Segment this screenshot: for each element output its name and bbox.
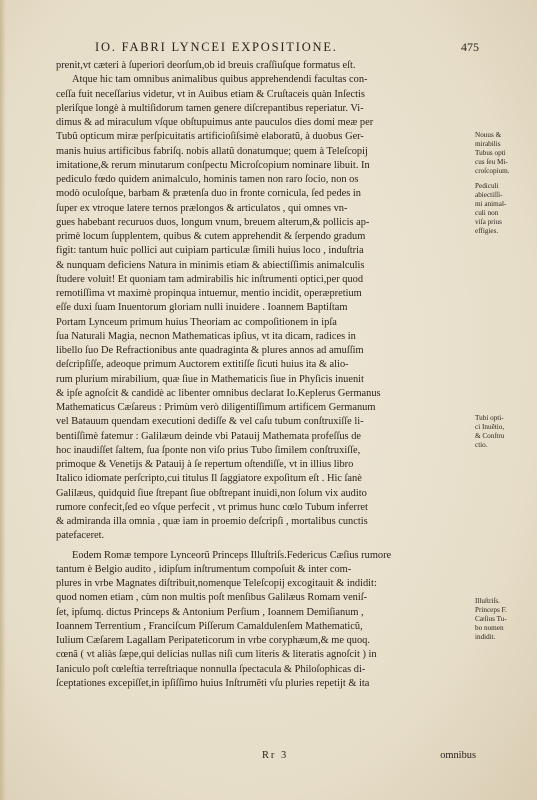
marginal-note-line: cus ſeu Mi- — [475, 158, 508, 166]
marginal-note-line: mi animal- — [475, 200, 507, 208]
marginal-note-line: & Conſtru — [475, 432, 505, 440]
running-header — [95, 40, 479, 56]
text-line: & nunquam deficiens Natura in minimis etiam & abiectiſſimis animalculis — [56, 259, 365, 271]
marginal-note-line: Pediculi — [475, 182, 499, 190]
marginal-note-line: abiectiſſi- — [475, 191, 503, 199]
marginal-note-line: ctio. — [475, 441, 488, 449]
text-line: primoque & Venetijs & Patauij à ſe repertum oſtendiſſe, vt in illius libro — [56, 459, 354, 470]
main-text-block — [56, 59, 466, 691]
marginal-note — [475, 131, 535, 176]
text-line: bentiſſimè fatemur : Galilæum deinde vbi Patauij Mathemata profeſſus de — [56, 430, 362, 442]
text-line: Italico idiomate perſcripto,cui titulus Il ſaggiatore expoſitum eſt . Hic ſanè — [56, 473, 362, 485]
signature-mark: Rr 3 — [262, 750, 289, 761]
text-line: primè locum ſupplentem, quibus & cutem apprehendit & ſerpendo gradum — [56, 231, 366, 242]
text-line: Mathematicus Cæſareus : Primùm verò diligentiſſimum artificem Germanum — [56, 402, 376, 413]
text-line: dimus & ad miraculum vſque obſtupuimus ante pauculos dies domi meæ per — [56, 117, 374, 128]
marginal-note-line: ci Inuẽtio, — [475, 423, 505, 431]
running-title: IO. FABRI LYNCEI EXPOSITIONE. — [95, 40, 338, 54]
text-line: quod nomen etiam , cùm non multis poſt menſibus Galilæus Romam veniſ- — [56, 592, 368, 604]
text-line: plures in vrbe Magnates diſtribuit,nomenque Teleſcopij excogitauit & indidit: — [56, 578, 377, 589]
text-line: figit: tantum huic pollici aut cuipiam particulæ ſimili huius loco , induſtria — [56, 245, 364, 257]
marginal-note-line: effigies. — [475, 227, 499, 235]
text-line: Ianiculo poſt cœleſtia terreſtriaque nonnulla ſpectacula & Philoſophicas di- — [56, 663, 366, 675]
marginal-note-line: Princeps F. — [475, 606, 507, 614]
text-line: Galilæus, quidquid ſiue ſtrepant ſiue obſtrepant inuidi,non ſolum vix audito — [56, 487, 367, 499]
text-line: ſtudere voluit! Et quoniam tam admirabilis hic inſtrumenti optici,per quod — [56, 273, 364, 285]
marginal-note-line: culi non — [475, 209, 499, 217]
marginal-note-line: Cæſius Tu- — [475, 615, 507, 623]
text-line: libello ſuo De Refractionibus ante quadraginta & plures annos ad amuſſim — [56, 345, 364, 356]
text-line: hoc inaudiſſet ſaltem, ſua ſponte non viſo prius Tubo ſimilem conſtruxiſſe, — [56, 444, 361, 456]
text-line: rum plurium mirabilium, quæ ſiue in Mathematicis ſiue in Phyſicis inuenit — [56, 373, 364, 385]
text-line: & ipſe agnoſcit & candidè ac libenter omnibus declarat Io.Keplerus Germanus — [56, 387, 381, 399]
marginal-note — [475, 597, 535, 642]
text-line: Eodem Romæ tempore Lynceorũ Princeps Illuſtriſs.Federicus Cæſius rumore — [72, 549, 392, 561]
catchword: omnibus — [440, 750, 476, 761]
text-line: prenit,vt cæteri à ſuperiori deorſum,ob id breuis craſſiuſque formatus eſt. — [56, 60, 356, 71]
text-line: ceſſa fuit neceſſarius videtur, vt in Auibus etiam & Cruſtaceis quàn Inſectis — [56, 88, 365, 100]
page-footer — [56, 750, 476, 764]
text-line: ſua Naturali Magia, necnon Mathematicas ipſius, vt ita dicam, radices in — [56, 330, 356, 342]
text-line: imitatione,& rerum minutarum conſpectu Microſcopium nominare libuit. In — [56, 159, 370, 171]
text-line: ſet, ipſumq. dictus Princeps & Antonium Perſium , Ioannem Demiſianum , — [56, 606, 364, 618]
text-line: cœnã ( vt aliàs ſæpe,qui delicias nullas niſi cum literis & literatis agnoſcit ) in — [56, 649, 377, 661]
text-line: Iulium Cæſarem Lagallam Peripateticorum in vrbe coryphæum,& me quoq. — [56, 635, 370, 646]
page-edge-shadow — [0, 0, 6, 800]
text-line: Ioannem Terrentium , Franciſcum Piſſerum Camaldulenſem Mathematicũ, — [56, 620, 363, 632]
text-line: Tubũ opticum miræ perſpicuitatis artificioſiſsimè elaboratũ, à duobus Ger- — [56, 131, 364, 143]
text-line: ſceptationes excepiſſet,in ipſiſſimo huius Inſtrumẽti vſu pluries repetijt & ita — [56, 677, 370, 689]
marginal-note-line: croſcopium. — [475, 167, 510, 175]
marginal-note-line: Tubus opti — [475, 149, 506, 157]
text-line: pleriſque longè à multiſidorum tamen genere diſcrepantibus reperiatur. Vi- — [56, 102, 364, 114]
marginal-note-line: Illuſtriſs. — [475, 597, 500, 605]
text-line: gues habebant recuruos duos, longum vnum, breuem alterum,& pollicis ap- — [56, 216, 370, 228]
text-line: manis huius artificibus fabriſq. nobis allatũ donatumque; quem à Teleſcopij — [56, 145, 368, 157]
text-line: rumore confecit,ſed eo vſque perfecit , vt primus hunc cœlo Tubum inferret — [56, 501, 368, 513]
text-line: tantum è Belgio audito , idipſum inſtrumentum compoſuit & inter com- — [56, 563, 352, 575]
text-line: Portam Lynceum primum huius Theoriam ac compoſitionem in ipſa — [56, 316, 337, 328]
marginal-note — [475, 182, 535, 236]
marginal-note-line: Tubi opti- — [475, 414, 504, 422]
text-line: pediculo fœdo quidem animalculo, hominis tamen non raro ſocio, non os — [56, 174, 359, 185]
marginal-note-line: Nouus & — [475, 131, 502, 139]
text-line: & admiranda illa omnia , quæ iam in proemio deſcripſi , mortalibus cunctis — [56, 516, 368, 527]
marginal-note-line: indidit. — [475, 633, 496, 641]
page-number: 475 — [461, 40, 479, 54]
text-line: patefaceret. — [56, 530, 105, 542]
text-line: eſſe duxi ſuam Inuentorum gloriam nulli inuidere . Ioannem Baptiſtam — [56, 302, 348, 314]
marginal-note-line: bo nomen — [475, 624, 504, 632]
marginal-note-line: viſa prius — [475, 218, 502, 226]
text-line: vel Batauum quendam executioni dediſſe & vel caſu tubum conſtruxiſſe li- — [56, 416, 364, 428]
text-line: modò oculoſque, barbam & prætenſa duo in fronte cornicula, ſed pedes in — [56, 188, 361, 200]
text-line: remotiſſima vt maximè propinqua intuemur, mentio incidit, operæpretium — [56, 288, 362, 299]
text-line: Atque hic tam omnibus animalibus quibus apprehendendi facultas con- — [72, 74, 368, 86]
text-line: ſuper ex vtroque latere ternos prælongos & articulatos , qui omnes vn- — [56, 202, 348, 214]
text-line: deſcripſiſſe, adeoque primum Auctorem extitiſſe ſicuti huius ita & alio- — [56, 359, 349, 371]
marginal-note — [475, 414, 535, 450]
marginal-note-line: mirabilis — [475, 140, 501, 148]
